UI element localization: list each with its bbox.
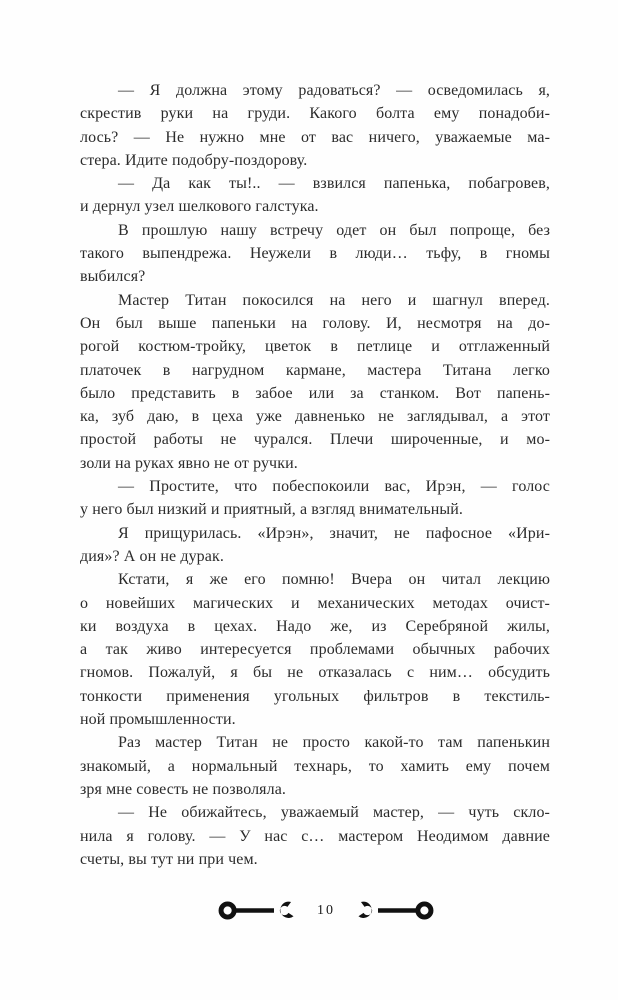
text-line: а так живо интересуется проблемами обычных рабочих: [80, 641, 550, 659]
text-line: дия»? А он не дурак.: [80, 547, 224, 565]
paragraph: [80, 731, 550, 801]
text-line: знакомый, а нормальный технарь, то хамить ему почем: [80, 757, 550, 775]
text-line: рогой костюм-тройку, цветок в петлице и отглаженный: [80, 338, 550, 356]
text-line: Раз мастер Титан не просто какой-то там папенькин: [118, 734, 550, 752]
text-line: тонкости применения угольных фильтров в текстиль-: [80, 687, 550, 705]
text-line: ной промышленности.: [80, 711, 236, 729]
text-line: стера. Идите подобру-поздорову.: [80, 151, 308, 169]
text-line: было представить в забое или за станком. Вот папень-: [80, 384, 550, 402]
text-line: такого выпендрежа. Неужели в люди… тьфу, в гномы: [80, 245, 550, 263]
paragraph: [80, 522, 550, 569]
wrench-icon-left: [218, 899, 298, 922]
paragraph: [80, 79, 550, 172]
text-line: счеты, вы тут ни при чем.: [80, 850, 258, 868]
page-footer: [17, 899, 618, 922]
text-line: — Да как ты!.. — взвился папенька, побагровев,: [118, 175, 550, 193]
text-line: Кстати, я же его помню! Вчера он читал лекцию: [118, 571, 550, 589]
paragraph: [80, 568, 550, 731]
text-line: — Не обижайтесь, уважаемый мастер, — чуть скло-: [118, 804, 550, 822]
paragraph: [80, 801, 550, 871]
paragraph: [80, 289, 550, 475]
text-line: ки воздуха в цехах. Надо же, из Серебряной жилы,: [80, 617, 550, 635]
page-number: 10: [317, 903, 335, 918]
text-line: гномов. Пожалуй, я бы не отказалась с ним… обсудить: [80, 664, 550, 682]
text-line: у него был низкий и приятный, а взгляд внимательный.: [80, 501, 464, 519]
text-line: — Я должна этому радоваться? — осведомилась я,: [118, 82, 550, 99]
text-line: — Простите, что побеспокоили вас, Ирэн, — голос: [118, 478, 550, 496]
text-line: Я прищурилась. «Ирэн», значит, не пафосное «Ири-: [118, 524, 550, 542]
text-line: и дернул узел шелкового галстука.: [80, 198, 319, 216]
body-text: [80, 79, 550, 871]
text-line: золи на руках явно не от ручки.: [80, 454, 298, 472]
text-line: скрестив руки на груди. Какого болта ему понадоби-: [80, 105, 550, 123]
paragraph: [80, 219, 550, 289]
text-line: Он был выше папеньки на голову. И, несмотря на до-: [80, 314, 550, 332]
text-line: выбился?: [80, 268, 146, 286]
text-line: лось? — Не нужно мне от вас ничего, уважаемые ма-: [80, 128, 550, 146]
text-line: зря мне совесть не позволяла.: [80, 780, 287, 798]
text-line: простой работы не чурался. Плечи широченные, и мо-: [80, 431, 550, 449]
paragraph: [80, 172, 550, 219]
wrench-icon-right: [354, 899, 434, 922]
text-line: нила я голову. — У нас с… мастером Неодимом давние: [80, 827, 550, 845]
text-line: В прошлую нашу встречу одет он был попроще, без: [118, 221, 550, 239]
text-line: платочек в нагрудном кармане, мастера Титана легко: [80, 361, 550, 379]
text-line: Мастер Титан покосился на него и шагнул вперед.: [118, 291, 550, 309]
paragraph: [80, 475, 550, 522]
text-line: ка, зуб даю, в цеха уже давненько не заглядывал, а этот: [80, 408, 550, 426]
text-line: о новейших магических и механических методах очист-: [80, 594, 550, 612]
